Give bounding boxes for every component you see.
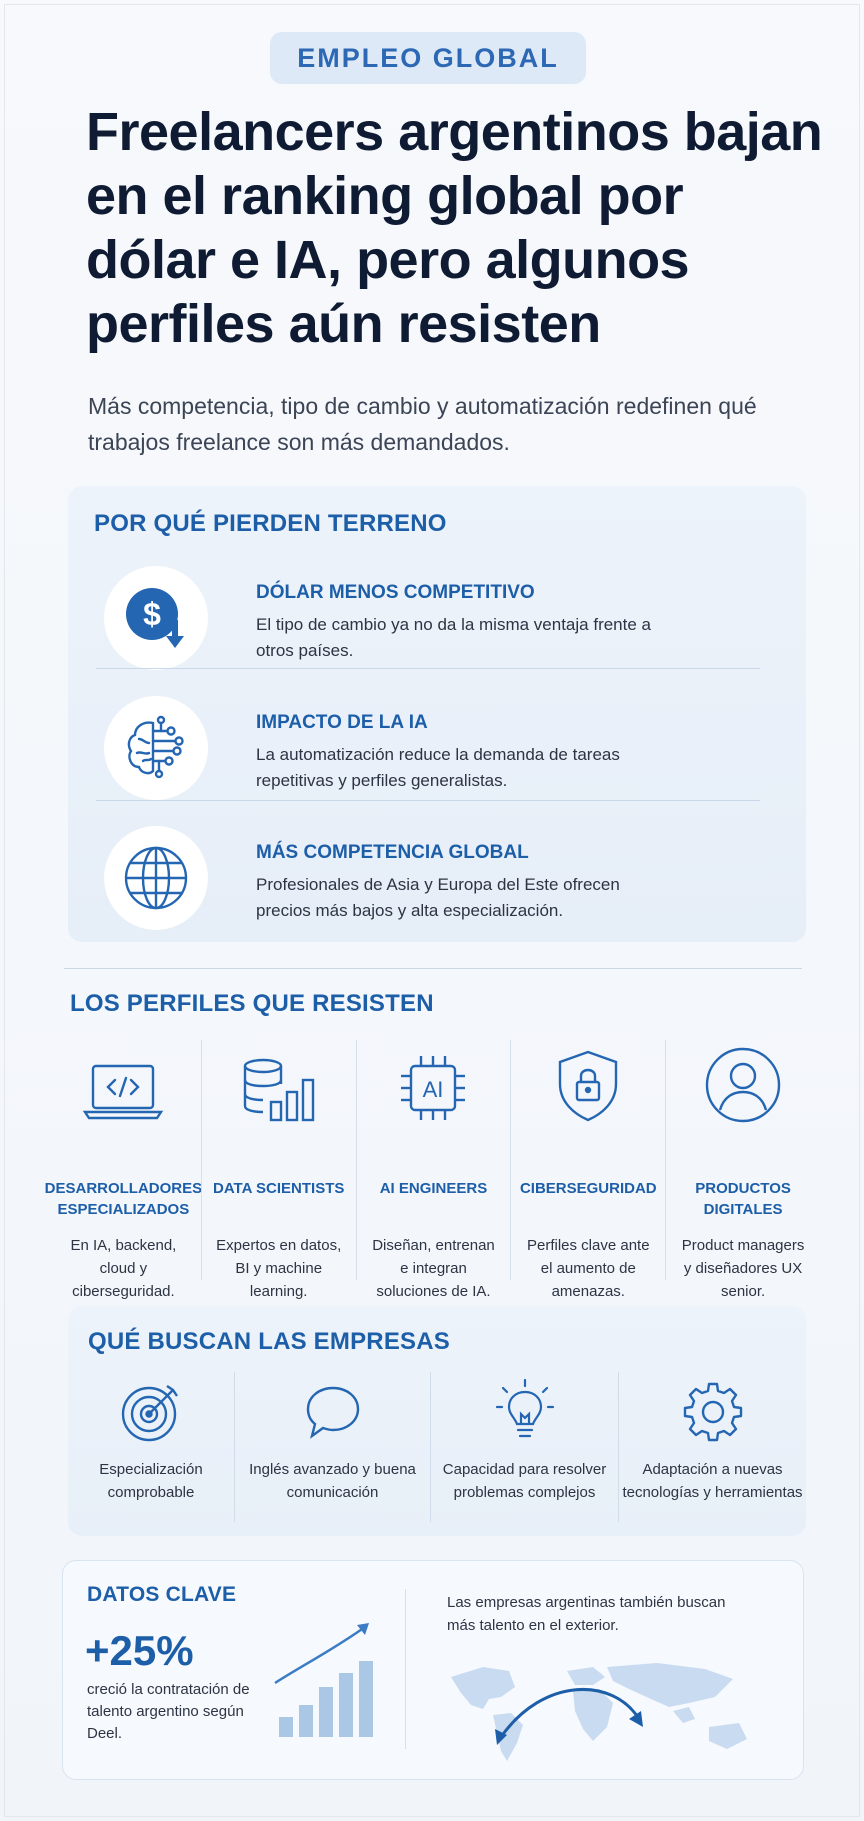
keydata-map-text: Las empresas argentinas también buscan más talento en el exterior. [447,1594,726,1634]
profile-item [665,1040,820,1300]
profile-desc: En IA, backend, cloud y ciberseguridad. [70,1237,177,1300]
dollar-down-icon [104,566,208,670]
world-map-icon [443,1657,773,1772]
target-icon [68,1376,234,1448]
laptop-code-icon [46,1044,201,1124]
reason-item [68,812,806,942]
profile-title: PRODUCTOS DIGITALES [695,1180,791,1218]
profile-title: CIBERSEGURIDAD [519,1180,657,1197]
reason-item [68,552,806,682]
speech-bubble-icon [235,1376,430,1448]
profile-desc: Product managers y diseñadores UX senior. [681,1237,805,1300]
company-need-desc: Capacidad para resolver problemas complejos [442,1461,607,1501]
keydata-separator [405,1589,406,1749]
profile-item [356,1040,511,1300]
reasons-title: POR QUÉ PIERDEN TERRENO [94,510,447,537]
companies-title: QUÉ BUSCAN LAS EMPRESAS [88,1328,450,1355]
subtitle: Más competencia, tipo de cambio y automatización redefinen qué trabajos freelance son más demandados. [88,393,757,455]
profile-desc: Perfiles clave ante el aumento de amenazas. [527,1237,650,1300]
growth-bars-icon [273,1621,383,1746]
company-need-item [234,1372,430,1522]
shield-lock-icon [511,1044,665,1124]
profiles-grid [44,1040,820,1300]
profile-item [201,1040,356,1300]
companies-card [68,1306,806,1536]
gear-icon [619,1376,806,1448]
ai-chip-icon [357,1044,511,1124]
profile-desc: Diseñan, entrenan e integran soluciones de IA. [372,1237,495,1300]
profile-desc: Expertos en datos, BI y machine learning. [216,1237,342,1300]
reason-desc: Profesionales de Asia y Europa del Este ofrecen precios más bajos y alta especialización. [256,875,620,920]
company-need-desc: Adaptación a nuevas tecnologías y herramientas [622,1461,803,1501]
keydata-stat-desc: creció la contratación de talento argentino según Deel. [87,1681,250,1742]
profile-title: AI ENGINEERS [379,1180,488,1197]
profiles-title: LOS PERFILES QUE RESISTEN [70,990,434,1017]
reason-title: IMPACTO DE LA IA [256,712,428,733]
database-chart-icon [202,1044,356,1124]
headline: Freelancers argentinos bajan en el ranking global por dólar e IA, pero algunos perfiles aún resisten [86,102,823,354]
lightbulb-icon [431,1376,618,1448]
reason-divider [96,668,760,669]
reason-item [68,682,806,812]
companies-grid [68,1372,806,1522]
svg-text:$: $ [143,596,161,632]
company-need-desc: Especialización comprobable [99,1461,203,1501]
category-tag: EMPLEO GLOBAL [270,32,586,84]
reason-divider [96,800,760,801]
brain-circuit-icon [104,696,208,800]
globe-icon [104,826,208,930]
keydata-stat: +25% [85,1627,194,1674]
company-need-item [68,1372,234,1522]
company-need-item [618,1372,806,1522]
profile-title: DESARROLLADORES ESPECIALIZADOS [44,1180,203,1218]
reason-title: DÓLAR MENOS COMPETITIVO [256,582,535,603]
profile-item [510,1040,665,1300]
keydata-card [62,1560,804,1780]
profile-title: DATA SCIENTISTS [213,1180,345,1197]
user-circle-icon [666,1044,820,1124]
svg-text:AI: AI [423,1077,444,1102]
keydata-title: DATOS CLAVE [87,1583,237,1606]
reason-desc: La automatización reduce la demanda de tareas repetitivas y perfiles generalistas. [256,745,620,790]
company-need-item [430,1372,618,1522]
reason-desc: El tipo de cambio ya no da la misma ventaja frente a otros países. [256,615,651,660]
reason-title: MÁS COMPETENCIA GLOBAL [256,842,529,863]
section-divider [64,968,802,969]
reasons-card [68,486,806,942]
profile-item [44,1040,203,1300]
company-need-desc: Inglés avanzado y buena comunicación [249,1461,416,1501]
